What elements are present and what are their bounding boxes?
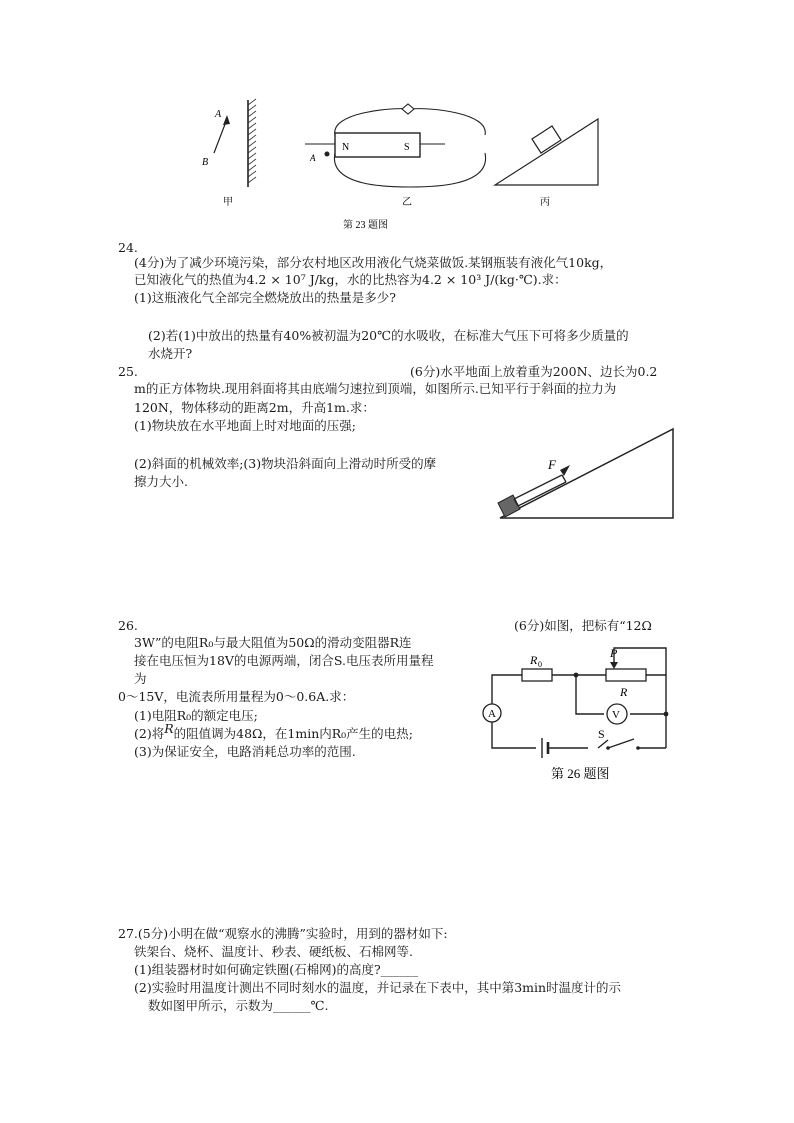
label-p: P — [610, 646, 618, 660]
resistor-r0 — [522, 669, 552, 681]
q26-sub2-r: R — [164, 721, 174, 736]
fig26-caption: 第 26 题图 — [551, 766, 610, 781]
q26-line3: 接在电压恒为18V的电源两端，闭合S.电压表所用量程 — [134, 653, 434, 668]
q27-line1: 27.(5分)小明在做“观察水的沸腾”实验时，用到的器材如下: — [118, 926, 448, 941]
figure-26-circuit — [478, 640, 678, 790]
q27-sub2a: (2)实验时用温度计测出不同时刻水的温度，并记录在下表中，其中第3min时温度计的示 — [134, 980, 622, 995]
q24-line2: 已知液化气的热值为4.2 × 10⁷ J/kg，水的比热容为4.2 × 10³ J/(kg·℃).求： — [134, 272, 567, 287]
force-arrowhead — [560, 465, 570, 476]
q26-line2: 3W”的电阻R₀与最大阻值为50Ω的滑动变阻器R连 — [134, 635, 412, 650]
fig23-magnet-n: N — [342, 142, 350, 153]
fig23-sub-bing: 丙 — [540, 197, 550, 208]
fig23-label-a: A — [215, 109, 222, 120]
q27-sub2b: 数如图甲所示，示数为______℃. — [148, 998, 329, 1013]
label-a: A — [488, 708, 496, 720]
q24-sub2a: (2)若(1)中放出的热量有40%被初温为20℃的水吸收，在标准大气压下可将多少质量的 — [148, 328, 629, 343]
q26-sub2-pre: (2)将 — [134, 726, 165, 741]
fig23-magnet-s: S — [404, 142, 410, 153]
q25-number: 25. — [118, 364, 138, 379]
q24-sub2b: 水烧开? — [148, 346, 193, 361]
slider-p — [610, 662, 618, 669]
q26-sub3: (3)为保证安全，电路消耗总功率的范围. — [134, 744, 356, 759]
fig23-label-a2: A — [310, 153, 316, 163]
q24-sub1: (1)这瓶液化气全部完全燃烧放出的热量是多少? — [134, 290, 396, 305]
force-label: F — [548, 457, 556, 472]
label-r0: R — [530, 653, 538, 667]
figure-23 — [190, 95, 620, 235]
q27-sub1: (1)组装器材时如何确定铁圈(石棉网)的高度?______ — [134, 962, 419, 977]
incline-triangle — [500, 429, 673, 518]
q26-number: 26. — [118, 618, 138, 633]
label-r: R — [620, 685, 628, 699]
q25-line1-right: (6分)水平地面上放着重为200N、边长为0.2 — [410, 364, 658, 379]
q25-sub1: (1)物块放在水平地面上时对地面的压强; — [134, 418, 356, 433]
figure-25-incline — [490, 425, 680, 525]
label-s: S — [598, 727, 605, 741]
fig23-sub-jia: 甲 — [223, 197, 233, 208]
rheostat-r — [606, 669, 646, 681]
q24-number: 24. — [118, 240, 138, 255]
q26-sub1: (1)电阻R₀的额定电压; — [134, 708, 258, 723]
q25-sub2b: 擦力大小. — [134, 474, 188, 489]
q26-sub2-post: 的阻值调为48Ω，在1min内R₀产生的电热; — [173, 726, 413, 741]
fig23-mirror-diagram — [202, 99, 256, 187]
fig23-sub-yi: 乙 — [402, 197, 412, 208]
q24-line1: (4分)为了减少环境污染，部分农村地区改用液化气烧菜做饭.某钢瓶装有液化气10kg， — [134, 255, 613, 270]
label-r0-sub: 0 — [538, 660, 542, 669]
q26-line4: 为 — [134, 671, 147, 686]
label-v: V — [612, 709, 620, 721]
q26-line5: 0～15V，电流表所用量程为0～0.6A.求： — [118, 689, 355, 704]
switch-s — [608, 739, 634, 748]
fig23-incline-diagram — [495, 119, 598, 185]
q27-line2: 铁架台、烧杯、温度计、秒表、硬纸板、石棉网等. — [134, 944, 413, 959]
q25-line3: 120N，物体移动的距离2m，升高1m.求： — [134, 400, 375, 415]
q26-sub2 — [134, 721, 413, 743]
fig23-label-b: B — [202, 157, 209, 168]
q25-line2: m的正方体物块.现用斜面将其由底端匀速拉到顶端，如图所示.已知平行于斜面的拉力为 — [134, 381, 617, 396]
fig23-caption: 第 23 题图 — [343, 220, 388, 231]
q26-line1-right: (6分)如图，把标有“12Ω — [514, 618, 652, 633]
q25-sub2a: (2)斜面的机械效率;(3)物块沿斜面向上滑动时所受的摩 — [134, 456, 437, 471]
fig23-magnet-diagram — [305, 104, 486, 187]
